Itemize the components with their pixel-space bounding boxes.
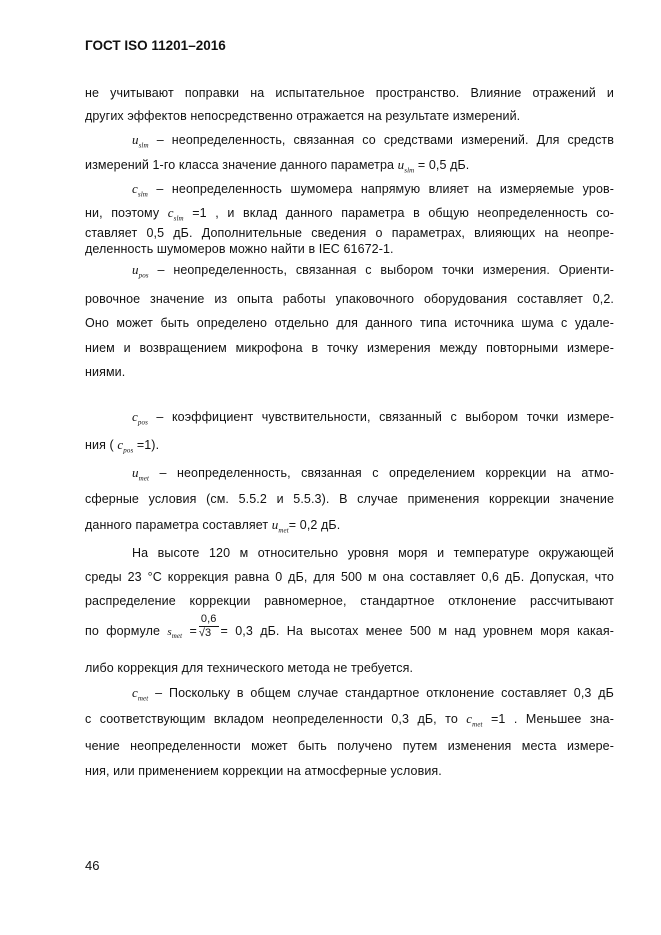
symbol-u-slm: $u_{slm}$ — [132, 132, 149, 150]
text-line: не учитывают поправки на испытательное пространство. Влияние отражений и — [85, 86, 614, 100]
text-line: ставляет 0,5 дБ. Дополнительные сведения о параметрах, влияющих на неопре- — [85, 226, 614, 240]
text-line: измерений 1-го класса значение данного параметра $u_{slm} = 0,5$ дБ. — [85, 157, 470, 175]
document-header: ГОСТ ISO 11201–2016 — [85, 38, 226, 53]
text-line: деленность шумомеров можно найти в IEC 61672-1. — [85, 242, 394, 256]
text-line: $c_{met}$ – Поскольку в общем случае стандартное отклонение составляет 0,3 дБ — [132, 685, 614, 703]
text-line: среды 23 °С коррекция равна 0 дБ, для 500 м она составляет 0,6 дБ. Допуская, что — [85, 570, 614, 584]
text-line: с соответствующим вкладом неопределенности 0,3 дБ, то $c_{met} =1$ . Меньшее зна- — [85, 711, 614, 729]
text-line: нием и возвращением микрофона в точку измерения между повторными измере- — [85, 341, 614, 355]
text-line: ровочное значение из опыта работы упаковочного оборудования составляет 0,2. — [85, 292, 614, 306]
text-line: чение неопределенности может быть получено путем изменения места измере- — [85, 739, 614, 753]
text-line: ни, поэтому $c_{slm} =1$ , и вклад данного параметра в общую неопределенность со- — [85, 205, 615, 223]
text-line: по формуле $s_{met}$ = $\frac{0,6}{√3}$ = 0,3 дБ. На высотах менее 500 м над уровнем моря какая- — [85, 613, 614, 641]
text-line: На высоте 120 м относительно уровня моря и температуре окружающей — [132, 546, 614, 560]
text-line: $c_{slm}$ – неопределенность шумомера напрямую влияет на измеряемые уров- — [132, 181, 614, 199]
text-line: других эффектов непосредственно отражается на результате измерений. — [85, 109, 521, 123]
text-line: распределение коррекции равномерное, стандартное отклонение рассчитывают — [85, 594, 614, 608]
text-line: ния ( $c_{pos} =1$). — [85, 437, 160, 455]
page-number: 46 — [85, 858, 100, 873]
text-line: либо коррекция для технического метода не требуется. — [85, 661, 414, 675]
text-line: $u_{met}$ – неопределенность, связанная с определением коррекции на атмо- — [132, 465, 614, 483]
text-line: $u_{slm}$ – неопределенность, связанная со средствами измерений. Для средств — [132, 132, 614, 150]
formula-fraction: $\frac{0,6}{√3}$ — [198, 613, 217, 640]
text-line: данного параметра составляет $u_{met}= 0,2$ дБ. — [85, 517, 341, 535]
text-line: $u_{pos}$ – неопределенность, связанная с выбором точки измерения. Ориенти- — [132, 262, 614, 280]
text-line: сферные условия (см. 5.5.2 и 5.5.3). В случае применения коррекции значение — [85, 492, 614, 506]
text-line: $c_{pos}$ – коэффициент чувствительности, связанный с выбором точки измере- — [132, 409, 615, 427]
text-line: ния, или применением коррекции на атмосферные условия. — [85, 764, 442, 778]
text-line: Оно может быть определено отдельно для данного типа источника шума с удале- — [85, 316, 614, 330]
text-line: ниями. — [85, 365, 126, 379]
